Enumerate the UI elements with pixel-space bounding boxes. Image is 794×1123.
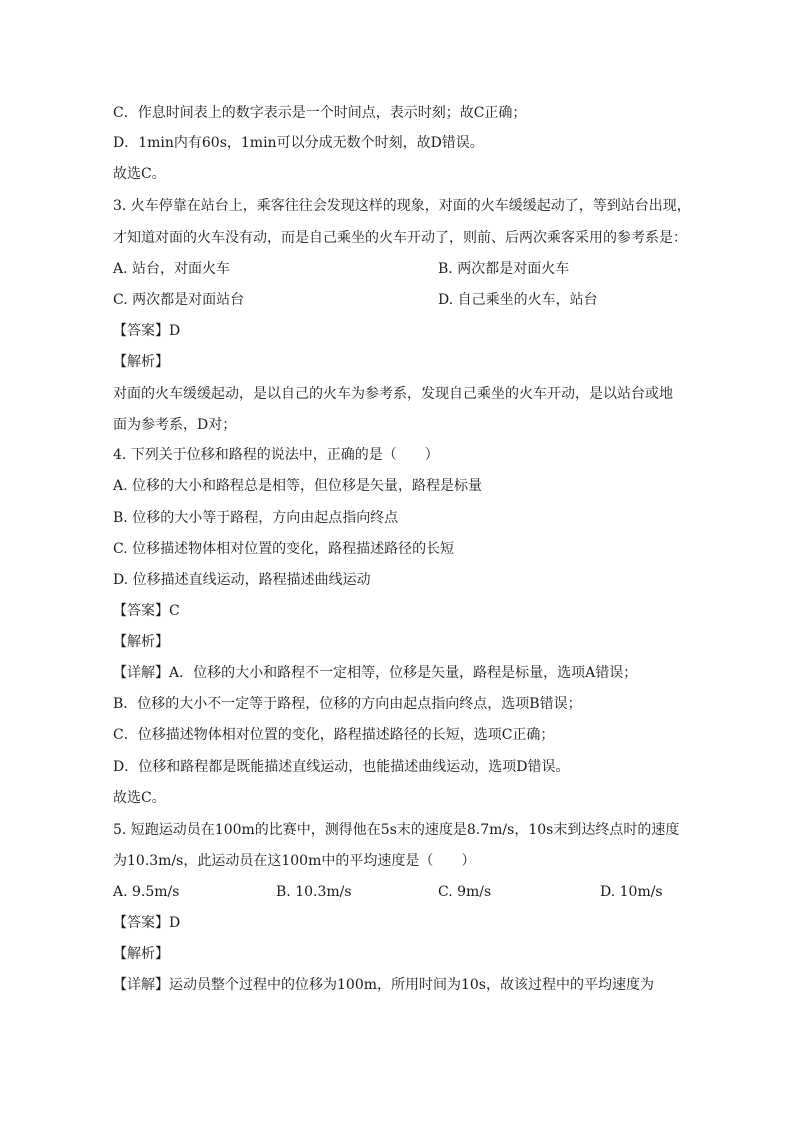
q4-analysis-heading: 【解析】 <box>113 634 169 650</box>
q2-analysis-option-c: C．作息时间表上的数字表示是一个时间点，表示时刻；故C正确； <box>113 105 527 121</box>
q5-detail: 【详解】运动员整个过程中的位移为100m，所用时间为10s，故该过程中的平均速度为 <box>113 977 654 993</box>
q5-option-c: C. 9m/s <box>438 884 492 900</box>
q5-answer: 【答案】D <box>113 915 181 931</box>
q3-analysis-line-1: 对面的火车缓缓起动，是以自己的火车为参考系，发现自己乘坐的火车开动，是以站台或地 <box>113 386 673 402</box>
q4-detail-a: 【详解】A．位移的大小和路程不一定相等，位移是矢量，路程是标量，选项A错误； <box>113 665 638 681</box>
q3-option-b: B. 两次都是对面火车 <box>438 261 570 277</box>
q3-answer: 【答案】D <box>113 323 181 339</box>
q4-option-a: A. 位移的大小和路程总是相等，但位移是矢量，路程是标量 <box>113 478 483 494</box>
q3-option-c: C. 两次都是对面站台 <box>113 292 245 308</box>
q4-answer: 【答案】C <box>113 603 180 619</box>
q5-option-d: D. 10m/s <box>600 884 663 900</box>
q4-detail-d: D．位移和路程都是既能描述直线运动，也能描述曲线运动，选项D错误。 <box>113 759 570 775</box>
q5-stem-line-1: 5. 短跑运动员在100m的比赛中，测得他在5s末的速度是8.7m/s，10s末到达终点时的速度 <box>113 822 680 838</box>
q3-analysis-heading: 【解析】 <box>113 354 169 370</box>
q3-option-a: A. 站台，对面火车 <box>113 261 231 277</box>
q5-analysis-heading: 【解析】 <box>113 946 169 962</box>
q4-stem: 4. 下列关于位移和路程的说法中，正确的是（ ） <box>113 447 439 463</box>
q5-option-b: B. 10.3m/s <box>276 884 352 900</box>
q4-conclusion: 故选C。 <box>113 790 166 806</box>
q4-detail-b: B．位移的大小不一定等于路程，位移的方向由起点指向终点，选项B错误； <box>113 696 582 712</box>
q4-detail-c: C．位移描述物体相对位置的变化，路程描述路径的长短，选项C正确； <box>113 727 555 743</box>
q3-stem-line-2: 才知道对面的火车没有动，而是自己乘坐的火车开动了，则前、后两次乘客采用的参考系是： <box>113 230 687 246</box>
q2-conclusion: 故选C。 <box>113 166 166 182</box>
q3-option-d: D. 自己乘坐的火车，站台 <box>438 292 598 308</box>
q5-stem-line-2: 为10.3m/s，此运动员在这100m中的平均速度是（ ） <box>113 853 476 869</box>
q2-analysis-option-d: D．1min内有60s，1min可以分成无数个时刻，故D错误。 <box>113 135 484 151</box>
q4-option-d: D. 位移描述直线运动，路程描述曲线运动 <box>113 572 371 588</box>
q4-option-b: B. 位移的大小等于路程，方向由起点指向终点 <box>113 510 399 526</box>
q3-stem-line-1: 3. 火车停靠在站台上，乘客往往会发现这样的现象，对面的火车缓缓起动了，等到站台出现， <box>113 198 691 214</box>
q4-option-c: C. 位移描述物体相对位置的变化，路程描述路径的长短 <box>113 541 455 557</box>
q5-option-a: A. 9.5m/s <box>113 884 180 900</box>
q3-analysis-line-2: 面为参考系，D对； <box>113 417 237 433</box>
